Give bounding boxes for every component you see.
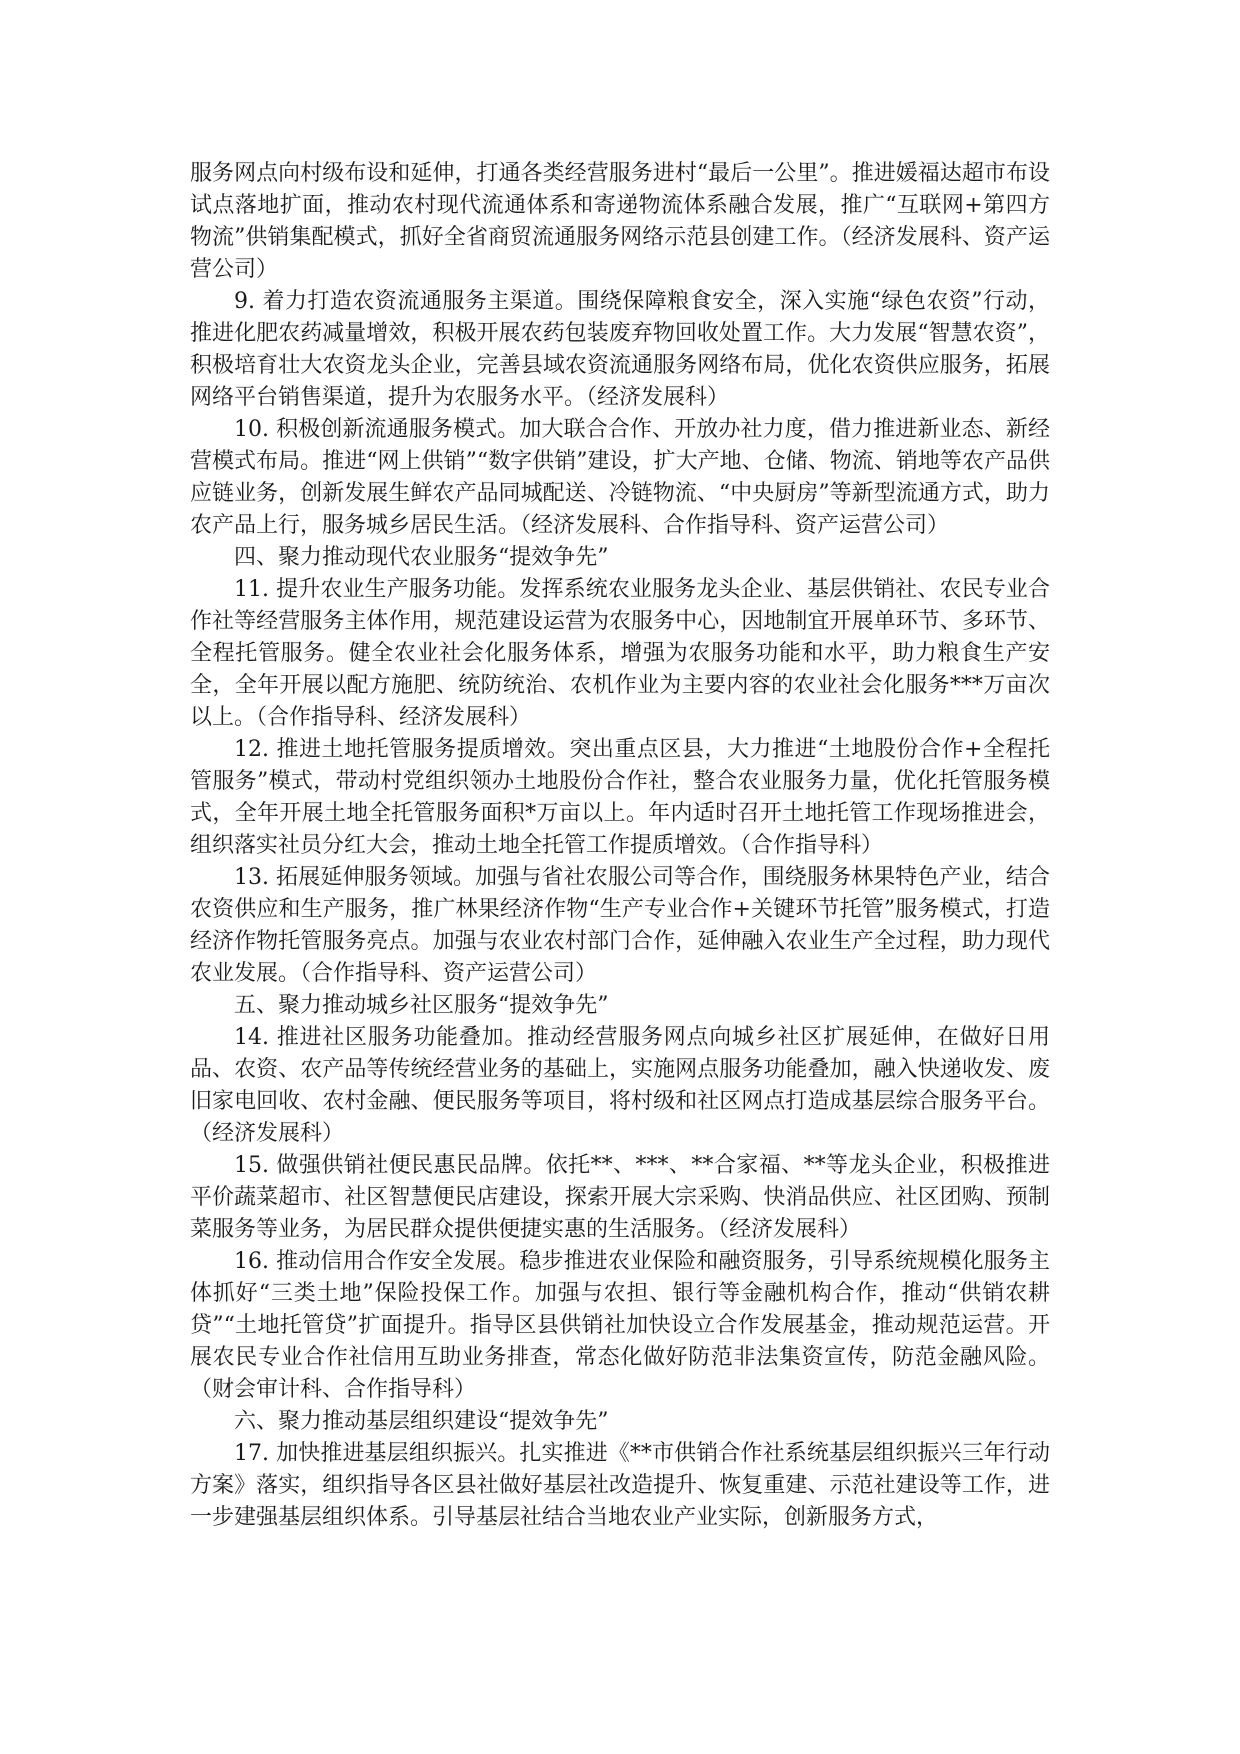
paragraph-item-15: 15. 做强供销社便民惠民品牌。依托**、***、**合家福、**等龙头企业，积极推进平价蔬菜超市、社区智慧便民店建设，探索开展大宗采购、快消品供应、社区团购、预制菜服务等业务，为居民群众提供便捷实惠的生活服务。（经济发展科）	[190, 1153, 1050, 1242]
paragraph-item-17: 17. 加快推进基层组织振兴。扎实推进《**市供销合作社系统基层组织振兴三年行动方案》落实，组织指导各区县社做好基层社改造提升、恢复重建、示范社建设等工作，进一步建强基层组织体系。引导基层社结合当地农业产业实际，创新服务方式，	[190, 1441, 1050, 1530]
paragraph-item-13: 13. 拓展延伸服务领域。加强与省社农服公司等合作，围绕服务林果特色产业，结合农资供应和生产服务，推广林果经济作物“生产专业合作+关键环节托管”服务模式，打造经济作物托管服务亮点。加强与农业农村部门合作，延伸融入农业生产全过程，助力现代农业发展。（合作指导科、资产运营公司）	[190, 865, 1050, 986]
paragraph-item-14: 14. 推进社区服务功能叠加。推动经营服务网点向城乡社区扩展延伸，在做好日用品、农资、农产品等传统经营业务的基础上，实施网点服务功能叠加，融入快递收发、废旧家电回收、农村金融、便民服务等项目，将村级和社区网点打造成基层综合服务平台。（经济发展科）	[190, 1025, 1050, 1146]
paragraph-item-12: 12. 推进土地托管服务提质增效。突出重点区县，大力推进“土地股份合作+全程托管服务”模式，带动村党组织领办土地股份合作社，整合农业服务力量，优化托管服务模式，全年开展土地全托管服务面积*万亩以上。年内适时召开土地托管工作现场推进会，组织落实社员分红大会，推动土地全托管工作提质增效。（合作指导科）	[190, 737, 1050, 858]
paragraph-item-16: 16. 推动信用合作安全发展。稳步推进农业保险和融资服务，引导系统规模化服务主体抓好“三类土地”保险投保工作。加强与农担、银行等金融机构合作，推动“供销农耕贷”“土地托管贷”扩面提升。指导区县供销社加快设立合作发展基金，推动规范运营。开展农民专业合作社信用互助业务排查，常态化做好防范非法集资宣传，防范金融风险。（财会审计科、合作指导科）	[190, 1249, 1050, 1402]
section-heading-5: 五、聚力推动城乡社区服务“提效争先”	[234, 993, 609, 1018]
section-heading-6: 六、聚力推动基层组织建设“提效争先”	[234, 1409, 609, 1434]
document-body	[190, 158, 1050, 1534]
paragraph-item-9: 9. 着力打造农资流通服务主渠道。围绕保障粮食安全，深入实施“绿色农资”行动，推进化肥农药减量增效，积极开展农药包装废弃物回收处置工作。大力发展“智慧农资”，积极培育壮大农资龙头企业，完善县域农资流通服务网络布局，优化农资供应服务，拓展网络平台销售渠道，提升为农服务水平。（经济发展科）	[190, 289, 1050, 410]
paragraph-item-10: 10. 积极创新流通服务模式。加大联合合作、开放办社力度，借力推进新业态、新经营模式布局。推进“网上供销”“数字供销”建设，扩大产地、仓储、物流、销地等农产品供应链业务，创新发展生鲜农产品同城配送、冷链物流、“中央厨房”等新型流通方式，助力农产品上行，服务城乡居民生活。（经济发展科、合作指导科、资产运营公司）	[190, 417, 1050, 538]
paragraph-continuation: 服务网点向村级布设和延伸，打通各类经营服务进村“最后一公里”。推进媛福达超市布设试点落地扩面，推动农村现代流通体系和寄递物流体系融合发展，推广“互联网+第四方物流”供销集配模式，抓好全省商贸流通服务网络示范县创建工作。（经济发展科、资产运营公司）	[190, 161, 1050, 282]
paragraph-item-11: 11. 提升农业生产服务功能。发挥系统农业服务龙头企业、基层供销社、农民专业合作社等经营服务主体作用，规范建设运营为农服务中心，因地制宜开展单环节、多环节、全程托管服务。健全农业社会化服务体系，增强为农服务功能和水平，助力粮食生产安全，全年开展以配方施肥、统防统治、农机作业为主要内容的农业社会化服务***万亩次以上。（合作指导科、经济发展科）	[190, 577, 1050, 730]
section-heading-4: 四、聚力推动现代农业服务“提效争先”	[234, 545, 609, 570]
